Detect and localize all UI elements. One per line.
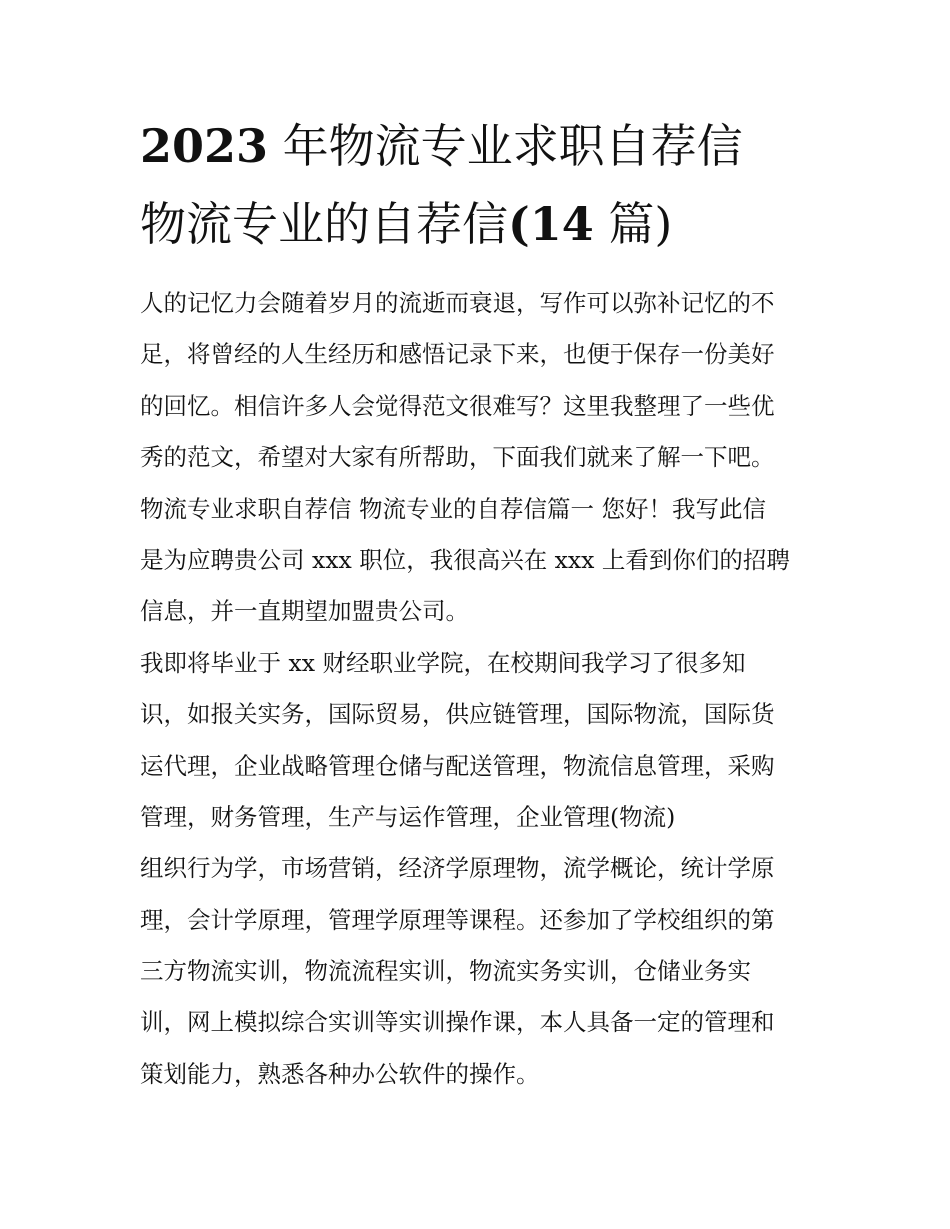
title-suffix: 篇) [608,197,673,251]
body-line: 秀的范文，希望对大家有所帮助，下面我们就来了解一下吧。 [140,443,775,472]
body-line: 信息，并一直期望加盟贵公司。 [140,597,469,626]
body-line: 组织行为学，市场营销，经济学原理物，流学概论，统计学原 [140,854,775,883]
title-count: (14 [508,197,594,251]
document-body [140,278,820,1100]
title-year: 2023 [140,119,269,173]
body-line: 物流专业求职自荐信 物流专业的自荐信篇一 您好！我写此信 [140,494,766,523]
body-line: 是为应聘贵公司 xxx 职位，我很高兴在 xxx 上看到你们的招聘 [140,545,790,574]
document-title-line-2 [140,196,672,252]
body-line: 策划能力，熟悉各种办公软件的操作。 [140,1059,540,1088]
title-text-2: 物流专业的自荐信 [140,197,508,251]
body-line: 训，网上模拟综合实训等实训操作课，本人具备一定的管理和 [140,1008,775,1037]
body-line: 的回忆。相信许多人会觉得范文很难写？这里我整理了一些优 [140,391,775,420]
body-line: 我即将毕业于 xx 财经职业学院，在校期间我学习了很多知 [140,648,746,677]
body-line: 管理，财务管理，生产与运作管理，企业管理(物流) [140,802,676,831]
title-text-1: 年物流专业求职自荐信 [282,119,743,173]
body-line: 人的记忆力会随着岁月的流逝而衰退，写作可以弥补记忆的不 [140,289,775,317]
body-line: 三方物流实训，物流流程实训，物流实务实训，仓储业务实 [140,957,751,986]
document-title-line-1 [140,118,743,174]
body-line: 理，会计学原理，管理学原理等课程。还参加了学校组织的第 [140,905,775,934]
body-line: 识，如报关实务，国际贸易，供应链管理，国际物流，国际货 [140,700,775,729]
body-line: 运代理，企业战略管理仓储与配送管理，物流信息管理，采购 [140,751,775,780]
body-line: 足，将曾经的人生经历和感悟记录下来，也便于保存一份美好 [140,340,775,369]
